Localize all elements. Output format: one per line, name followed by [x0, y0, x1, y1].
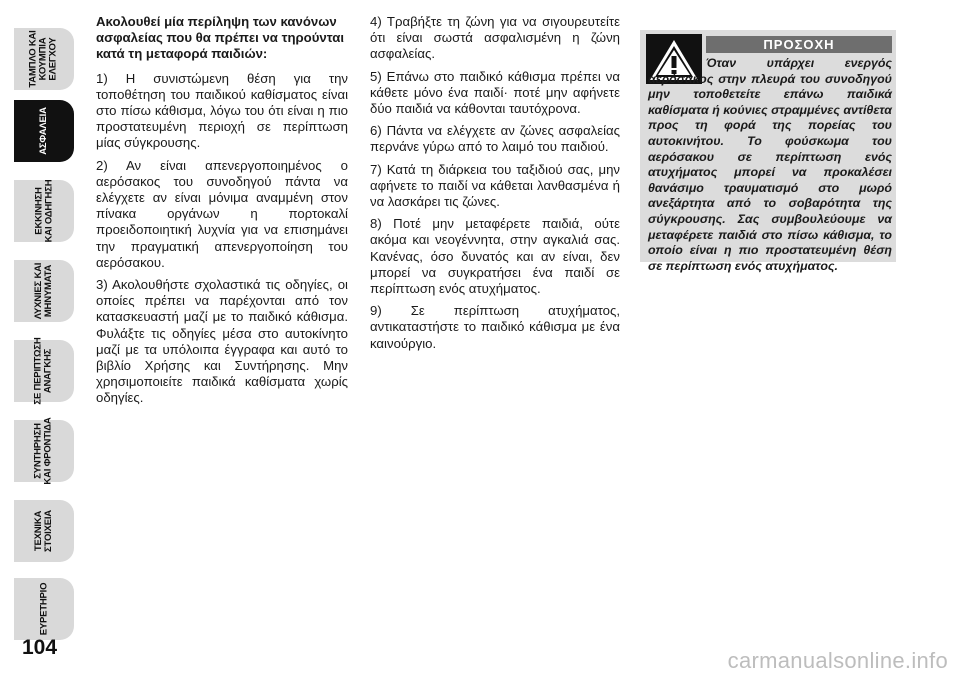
tab-starting-driving[interactable]	[14, 180, 74, 242]
rule-paragraph: 8) Ποτέ μην μεταφέρετε παιδιά, ούτε ακόμα και νεογέννητα, στην αγκαλιά σας. Κανένας, όσο δυνατός και αν είναι, δεν μπορεί να συγκρατήσει ένα παιδί σε περίπτωση ενός ατυχήματος.	[370, 216, 620, 297]
tab-label: ΣΥΝΤΗΡΗΣΗ ΚΑΙ ΦΡΟΝΤΙΔΑ	[33, 417, 54, 485]
intro-heading: Ακολουθεί μία περίληψη των κανόνων ασφαλείας που θα πρέπει να τηρούνται κατά τη μεταφορά παιδιών:	[96, 14, 345, 62]
warning-title: ΠΡΟΣΟΧΗ	[706, 36, 892, 53]
text-column-left	[96, 14, 348, 413]
rule-paragraph: 5) Επάνω στο παιδικό κάθισμα πρέπει να κάθετε μόνο ένα παιδί· ποτέ μην αφήνετε δύο παιδιά να κάθονται ταυτόχρονα.	[370, 68, 620, 117]
tab-index[interactable]	[14, 578, 74, 640]
tab-dashboard-controls[interactable]	[14, 28, 74, 90]
tab-label: ΣΕ ΠΕΡΙΠΤΩΣΗ ΑΝΑΓΚΗΣ	[33, 337, 54, 405]
tab-label: ΛΥΧΝΙΕΣ ΚΑΙ ΜΗΝΥΜΑΤΑ	[32, 262, 54, 320]
rule-paragraph: 7) Κατά τη διάρκεια του ταξιδιού σας, μην αφήνετε το παιδί να κάθεται λανθασμένα ή να λασκάρει τις ζώνες.	[370, 161, 620, 210]
tab-label: ΕΚΚΙΝΗΣΗ ΚΑΙ ΟΔΗΓΗΣΗ	[33, 179, 55, 243]
rule-paragraph: 9) Σε περίπτωση ατυχήματος, αντικαταστήστε το παιδικό κάθισμα με ένα καινούργιο.	[370, 303, 620, 351]
rule-paragraph: 4) Τραβήξτε τη ζώνη για να σιγουρευτείτε ότι είναι σωστά ασφαλισμένη η ζώνη ασφαλείας.	[370, 14, 620, 62]
text-column-middle	[370, 14, 620, 358]
rule-paragraph: 6) Πάντα να ελέγχετε αν ζώνες ασφαλείας περνάνε γύρω από το λαιμό του παιδιού.	[370, 123, 620, 155]
tab-emergency[interactable]	[14, 337, 74, 405]
warning-text: Όταν υπάρχει ενεργός αερόσακος στην πλευρά του συνοδηγού μην τοποθετείτε επάνω παιδικά καθίσματα ή κούνιες στραμμένες αντίθετα προς τη φορά της πορείας του αυτοκινήτου. Το φούσκωμα του αερόσακου σε περίπτωση ενός ατυχήματος μπορεί να προκαλέσει θανάσιμο τραυματισμό στο μωρό ανεξάρτητα από το σοβαρότητα της σύγκρουσης. Σας συμβουλεύουμε να μεταφέρετε παιδιά στο πίσω κάθισμα, το οποίο είναι η πιο προστατευμένη θέση σε περίπτωση ενός ατυχήματος.	[648, 56, 892, 273]
tab-safety[interactable]	[14, 100, 74, 162]
tab-label: ΤΑΜΠΛΟ ΚΑΙ ΚΟΥΜΠΙΑ ΕΛΕΓΧΟΥ	[28, 30, 59, 88]
rule-paragraph: 1) Η συνιστώμενη θέση για την τοποθέτηση του παιδικού καθίσματος είναι στο πίσω κάθισμα, λόγω του ότι είναι η πιο προστατευμένη περιοχή σε περίπτωση μίας σύγκρουσης.	[96, 70, 348, 151]
rule-paragraph: 3) Ακολουθήστε σχολαστικά τις οδηγίες, οι οποίες πρέπει να παρέχονται από τον κατασκευαστή μαζί με το παιδικό κάθισμα. Φυλάξτε τις οδηγίες μέσα στο αυτοκίνητο μαζί με τα υπόλοιπα έγγραφα και αυτό το βιβλίο Χρήσης και Συντήρησης. Μην χρησιμοποιείτε παιδικά καθίσματα χωρίς οδηγίες.	[96, 277, 348, 406]
tab-label: ΤΕΧΝΙΚΑ ΣΤΟΙΧΕΙΑ	[33, 510, 54, 552]
tab-label: ΕΥΡΕΤΗΡΙΟ	[37, 582, 49, 636]
tab-technical-data[interactable]	[14, 500, 74, 562]
watermark: carmanualsonline.info	[727, 648, 948, 673]
page-number: 104	[22, 636, 58, 659]
tab-lights-messages[interactable]	[14, 260, 74, 322]
tab-label: ΑΣΦΑΛΕΙΑ	[37, 107, 49, 155]
warning-box	[640, 30, 896, 273]
tab-maintenance-care[interactable]	[14, 417, 74, 485]
rule-paragraph: 2) Αν είναι απενεργοποιημένος ο αερόσακος του συνοδηγού πάντα να ελέγχετε αν είναι μόνιμα αναμμένη στον πίνακα οργάνων η πορτοκαλί προειδοποιητική λυχνία για να επισημάνει την πραγματική απενεργοποίηση του αερόσακου.	[96, 157, 348, 270]
